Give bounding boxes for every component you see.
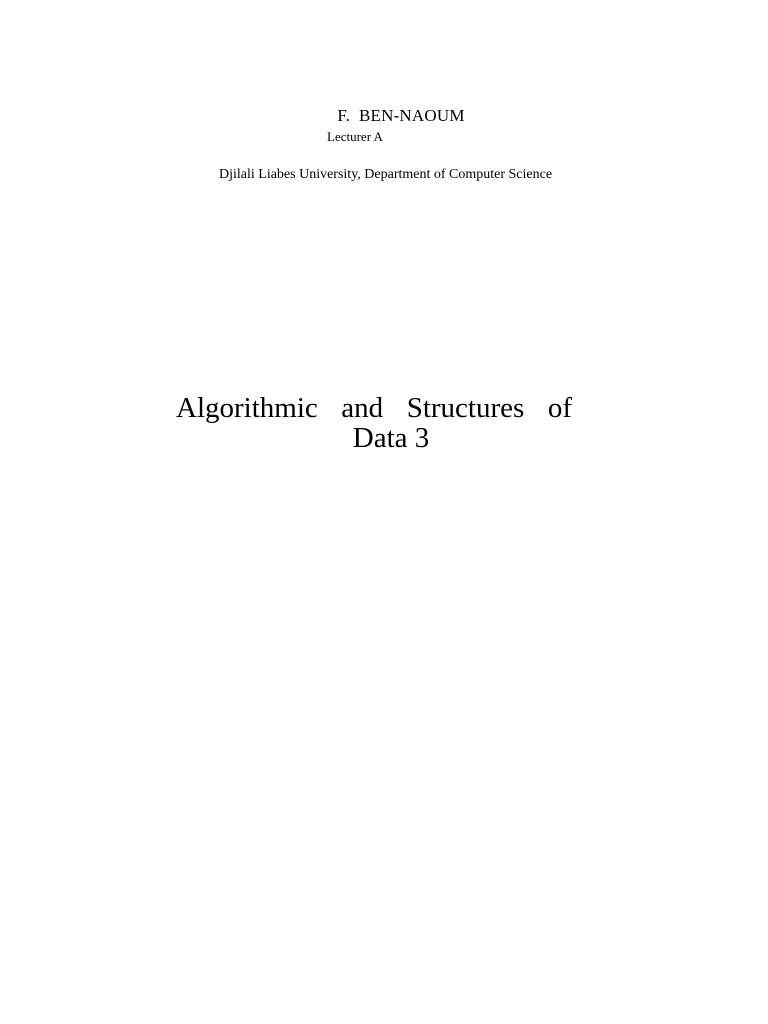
author-affiliation: Djilali Liabes University, Department of Computer Science — [219, 167, 553, 182]
author-rank: Lecturer A — [327, 129, 383, 144]
author-name: F. BEN-NAOUM — [337, 106, 465, 125]
document-title — [176, 393, 572, 453]
title-line-2: Data 3 — [352, 422, 430, 454]
title-line-1: Algorithmic and Structures of — [176, 392, 572, 424]
